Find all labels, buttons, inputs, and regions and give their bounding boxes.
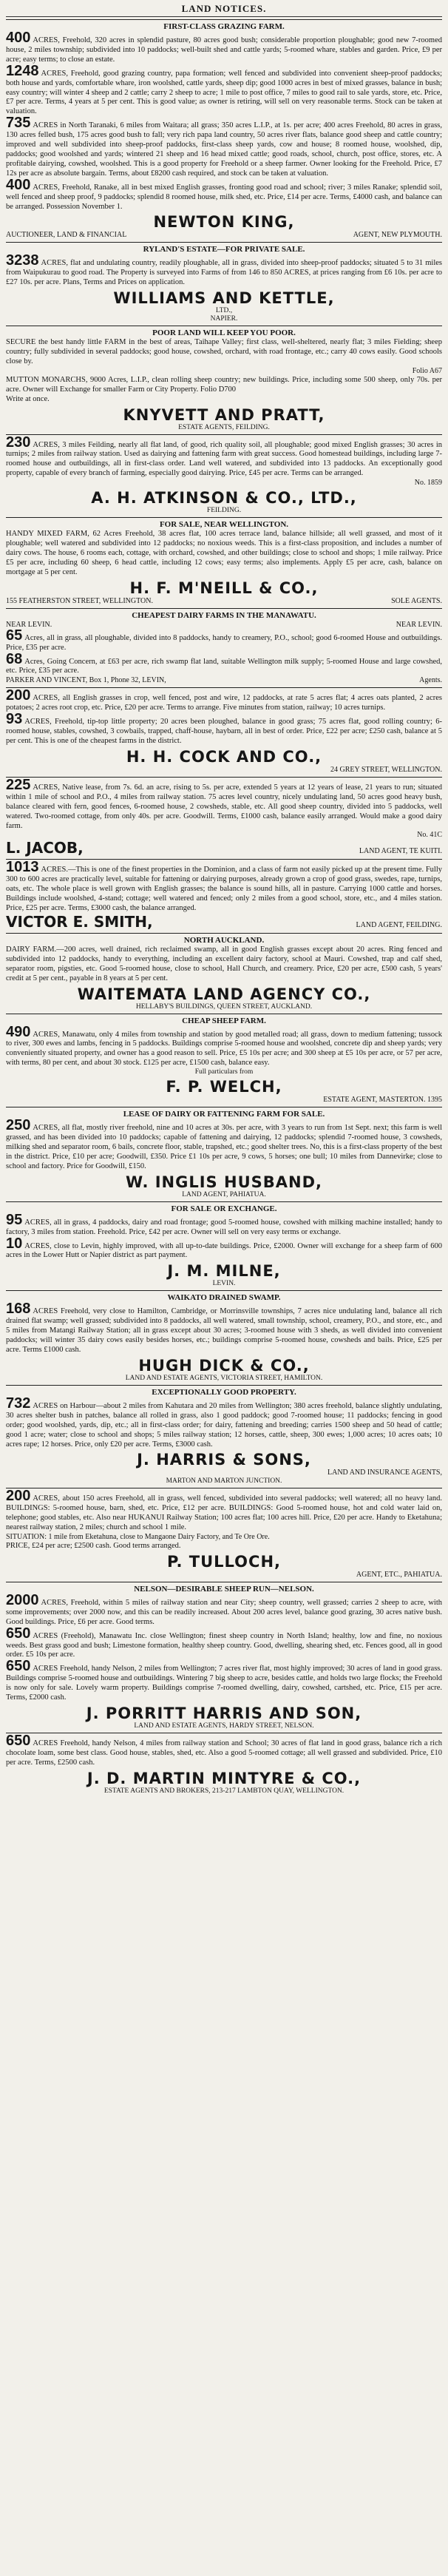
divider xyxy=(6,1290,442,1291)
row-right: LAND AGENT, FEILDING. xyxy=(356,920,442,929)
advertisement xyxy=(6,1201,442,1289)
row-left: 155 FEATHERSTON STREET, WELLINGTON. xyxy=(6,596,153,605)
agent-name: HUGH DICK & CO., xyxy=(138,1356,310,1375)
ad-text: ACRES, Freehold, 320 acres in splendid pasture, 80 acres good bush; considerable proportion ploughable; good new 7-roomed house, 2 miles township; subdivided into 10 paddocks; well-built shed and cattle yards; 5-roomed whare, stables and garden. Price, £9 per acre; easy terms; to close an estate. xyxy=(6,36,442,64)
acreage-number: 95 xyxy=(6,1211,23,1228)
ad-paragraph xyxy=(6,1542,442,1551)
ad-heading: WAIKATO DRAINED SWAMP. xyxy=(167,1293,281,1303)
row-right: ESTATE AGENT, MASTERTON. 1395 xyxy=(323,1096,442,1105)
agent-row xyxy=(6,231,442,240)
advertisement xyxy=(6,608,442,686)
row-right: Agents. xyxy=(419,676,442,685)
divider xyxy=(6,608,442,609)
agent-row xyxy=(6,621,442,630)
advertisement xyxy=(6,517,442,606)
ad-paragraph xyxy=(6,650,442,677)
ad-paragraph xyxy=(6,627,442,653)
acreage-number: 230 xyxy=(6,434,31,451)
ad-paragraph xyxy=(6,1235,442,1261)
folio-number: No. 41C xyxy=(417,831,442,840)
advertisement xyxy=(6,1107,442,1199)
acreage-number: 200 xyxy=(6,1488,31,1505)
ad-text: HANDY MIXED FARM, 62 Acres Freehold, 38 acres flat, 100 acres terrace land, balance hillside; all well grassed, and most of it ploughable; well watered and subdivided into 12 paddocks; no noxious weeds. This is a first-class proposition, and includes a number of dairy cows. The house, 6 rooms each, cottage, with orchard, cowshed, and other buildings; close to school and shops; 1 mile railway. Price £5 per acre, including 60 sheep, 6 head cattle, including 12 cows; easy terms; also implements. Apply £5 per acre, cash, balance on mortgage at 5 per cent. xyxy=(6,530,442,576)
agent-row xyxy=(6,1571,442,1579)
agent-subline: LAND AND ESTATE AGENTS, VICTORIA STREET, HAMILTON. xyxy=(125,1374,323,1382)
ad-text: PRICE, £24 per acre; £2500 cash. Good terms arranged. xyxy=(6,1542,181,1551)
ad-text: ACRES, all flat, mostly river freehold, nine and 10 acres at 30s. per acre, with 3 years to run from 1st Sept. next; this farm is well grassed, and has been divided into 10 paddocks; capable of fattening and dairying, 12 paddocks; splendid 7-roomed house, 3 cowsheds, milking shed and separator room, 6 bails, concrete floor, stable, trapshed, etc.; good shelter trees. No, this is a first-class property of the best in the district. Price, £10 per acre; Goodwill, £350. Price £1 10s per acre, 9 cows, 5 horses; one bull; 10 miles from Dannevirke; close to school and factory. Price for Goodwill, £150. xyxy=(6,1124,442,1170)
divider xyxy=(6,933,442,934)
row-right: SOLE AGENTS. xyxy=(391,596,442,605)
advertisements xyxy=(6,19,442,1796)
acreage-number: 10 xyxy=(6,1235,23,1252)
ad-text: DAIRY FARM.—200 acres, well drained, rich reclaimed swamp, all in good English grasses except about 20 acres. Ring fenced and subdivided into 12 paddocks, handy to everything, including an excellent dairy factory, school at Mauri. Cowshed, trap and calf shed, separator room, pigsties, etc. Good 5-roomed house, close to school, Hall Church, and creamery. Price, £20 per acre, £500 cash, 5 years' credit at 5 per cent., payable in 8 years at 5 per cent. xyxy=(6,945,442,982)
acreage-number: 400 xyxy=(6,176,31,193)
acreage-number: 3238 xyxy=(6,252,39,269)
row-left: AUCTIONEER, LAND & FINANCIAL xyxy=(6,231,127,240)
acreage-number: 225 xyxy=(6,776,31,793)
agent-name: P. TULLOCH, xyxy=(166,1552,282,1571)
acreage-number: 400 xyxy=(6,30,31,46)
agent-row xyxy=(6,840,442,857)
advertisement xyxy=(6,777,442,857)
ad-paragraph xyxy=(6,1660,442,1703)
advertisement xyxy=(6,1488,442,1579)
ad-text: ACRES, Manawatu, only 4 miles from township and station by good metalled road; all grass, down to medium fattening; tussock to river, 300 ewes and lambs, fencing in 5 paddocks. Buildings comprise 5-roomed house and woolshed, concrete dip and sheep yards; very conveniently situated property, and owner has a good reason to sell. Price, £5 10s per acre; and 300 sheep at £5 10s per acre, or 57 per acre, with terms, 80 per cent, and about 30 stock. £125 per acre, £1500 cash, balance easy. xyxy=(6,1030,442,1068)
divider xyxy=(6,19,442,20)
ad-heading: NORTH AUCKLAND. xyxy=(183,935,265,945)
ad-paragraph xyxy=(6,1397,442,1450)
agent-row xyxy=(6,766,442,775)
ad-paragraph xyxy=(6,713,442,746)
agent-name: J. HARRIS & SONS, xyxy=(137,1451,311,1469)
divider xyxy=(6,1385,442,1386)
advertisement xyxy=(6,19,442,240)
divider xyxy=(6,1201,442,1202)
agent-subline: HELLABY'S BUILDINGS, QUEEN STREET, AUCKLAND. xyxy=(135,1002,313,1011)
ad-text: ACRES.—This is one of the finest properties in the Dominion, and a class of farm not easily picked up at the present time. Fully 300 to 600 acres are practically level, suitable for fattening or dairying purposes, already grown a crop of good grass, swedes, rape, turnips, oats, etc. The whole place is well grown with English grasses; the balance is sound hills, all in pasture. Carrying 1000 cattle and horses. Buildings include woolshed, 4-stand; cottage; well watered and fenced; only 2 miles from a good school, store, etc., and 4 miles station. Price, £25 per acre. Terms, £3000 cash, the balance arranged. xyxy=(6,866,442,913)
divider xyxy=(6,777,442,778)
ad-paragraph xyxy=(6,176,442,212)
ad-text: ACRES, Freehold, tip-top little property; 20 acres been ploughed, balance in good grass; 75 acres flat, good rolling country; 6-roomed house, stables, cowshed, 3 cowbails, trapped, chaff-house, haybarn, all in best of order. Price, £22 per acre; £250 cash, balance at 5 per cent. This is one of the cheapest farms in the district. xyxy=(6,718,442,745)
ad-heading: CHEAPEST DAIRY FARMS IN THE MANAWATU. xyxy=(132,610,316,620)
ad-heading: FOR SALE OR EXCHANGE. xyxy=(171,1204,277,1213)
ad-paragraph xyxy=(6,1591,442,1628)
advertisement xyxy=(6,1733,442,1796)
row-right: LAND AGENT, TE KUITI. xyxy=(359,847,442,856)
agent-subline: ESTATE AGENTS AND BROKERS, 213-217 LAMBTON QUAY, WELLINGTON. xyxy=(103,1787,345,1795)
ad-paragraph xyxy=(6,945,442,984)
row-left: NEAR LEVIN. xyxy=(6,620,52,629)
ad-text: ACRES, close to Levin, highly improved, with all up-to-date buildings. Price, £2000. Owner will exchange for a sheep farm of 600 acres in the Lower Hutt or Napier district as part payment. xyxy=(6,1241,442,1260)
acreage-number: 650 xyxy=(6,1625,31,1642)
acreage-number: 168 xyxy=(6,1301,31,1318)
agent-name: F. P. WELCH, xyxy=(166,1078,282,1096)
ad-text: SECURE the best handy little FARM in the best of areas, Taihape Valley; first class, well-sheltered, nearly flat; 3 miles Fielding; sheep country; fully subdivided in several paddocks; good house, cowshed, orchard, with road frontage, etc.; carry 40 cows easily. Good schools close by. xyxy=(6,338,442,365)
acreage-number: 1013 xyxy=(6,859,39,876)
agent-name: WAITEMATA LAND AGENCY CO., xyxy=(77,985,371,1003)
acreage-number: 2000 xyxy=(6,1591,39,1608)
agent-name: J. M. MILNE, xyxy=(167,1262,281,1281)
ad-text: ACRES on Harbour—about 2 miles from Kahutara and 20 miles from Wellington; 380 acres freehold, balance slightly undulating, 30 acres shelter bush in patches, balance all rolled in grass, also 1 good paddock; good 7-roomed house; 11 paddocks; fencing in good order; good woolshed, yards, dip, etc.; all in first-class order; for dairy, fattening and breeding; carries 1500 sheep and 50 head of cattle; good 1 acre; water; close to school and shops; 5 miles railway station; 12 horses, cattle, sheep, 300 ewes; 1,000 acres; 10 acres oats; 10 acres rape; 12 horses. Price, only £20 per acre. Terms, £3000 cash. xyxy=(6,1401,442,1449)
ad-paragraph xyxy=(6,1119,442,1172)
ad-heading: FOR SALE, NEAR WELLINGTON. xyxy=(159,520,289,530)
ad-paragraph xyxy=(6,117,442,178)
ad-paragraph xyxy=(6,1490,442,1533)
acreage-number: 650 xyxy=(6,1658,31,1675)
ad-heading: POOR LAND WILL KEEP YOU POOR. xyxy=(152,328,296,338)
acreage-number: 65 xyxy=(6,627,23,644)
ad-text: ACRES, Freehold, good grazing country, papa formation; well fenced and subdivided into convenient sheep-proof paddocks; both house and yards, comfortable whare, iron woolshed, cattle yards, sheep dip; good 1000 acres in best of mixed grasses, balance in bush; easy country; will winter 4 sheep and 2 cattle; carry 2 sheep to acre; 1 mile to post office, 7 miles to good rail to sale yards, store, etc. Price, £7 per acre. Terms, 4 years at 5 per cent. This is good value; as owner is retiring, will sell on very reasonable terms. Stock can be taken at valuation. xyxy=(6,69,442,116)
ad-text: ACRES, all English grasses in crop, well fenced, post and wire, 12 paddocks, at rate 5 acres flat; 4 acres oats planted, 2 acres potatoes; 2 acres root crop, etc. Price, £20 per acre. Terms to arrange. Five minutes from station, railway; 10 acres turnips. xyxy=(6,694,442,712)
agent-subline: Full particulars from xyxy=(194,1068,254,1076)
row-right: AGENT, ETC., PAHIATUA. xyxy=(356,1570,442,1579)
ad-text: ACRES in North Taranaki, 6 miles from Waitara; all grass; 350 acres L.I.P., at 1s. per acre; 400 acres Freehold, 80 acres in grass, 130 acres felled bush, 175 acres good bush to fall; very rich papa land country, 50 acres river flats, balance good sheep and cattle country; improved and well subdivided into sheep-proof paddocks, first-class sheep yards, cow and house; 8 roomed house, woolshed, dip, paddocks; good woolshed and yards; wintered 21 sheep and 16 head mixed cattle; good roads, school, church, post office, stores, etc. A profitable dairying, cowshed, woolshed. This is a good property for Freehold or a sheep farmer. Owner looking for the Freehold. Price, £7 12s per acre as absolute bargain. Terms, about £8200 cash required, and stock can be taken at valuation. xyxy=(6,121,442,178)
ad-text: Acres, all in grass, all ploughable, divided into 8 paddocks, handy to creamery, P.O., school; good 6-roomed House and outbuildings. Price, £35 per acre. xyxy=(6,633,442,652)
agent-subline: ESTATE AGENTS, FEILDING. xyxy=(178,423,270,431)
agent-subline: LAND AGENT, PAHIATUA. xyxy=(182,1190,266,1198)
ad-text: ACRES (Freehold), Manawatu Inc. close Wellington; finest sheep country in North Island; healthy, low and fine, no noxious weeds. Best grass good and bush; Limestone formation, healthy sheep country. Good, dwelling, shearing shed, etc. Fences good, all in good order. £5 10s per acre. xyxy=(6,1631,442,1659)
ad-text: ACRES, Freehold, within 5 miles of railway station and near City; sheep country, well grassed; carries 2 sheep to acre, with some improvements; over 2000 now, and this can be readily increased. About 200 acres level, balance good grazing, 30 acres native bush. Good buildings. Price, £6 per acre. Good terms. xyxy=(6,1598,442,1626)
advertisement xyxy=(6,859,442,931)
agent-subline: LEVIN. xyxy=(212,1280,236,1288)
advertisement xyxy=(6,933,442,1011)
agent-subline: NAPIER. xyxy=(210,315,238,323)
agent-name: H. H. COCK AND CO., xyxy=(126,747,322,766)
row-left: VICTOR E. SMITH, xyxy=(6,912,153,931)
ad-text: Acres, Going Concern, at £63 per acre, rich swamp flat land, suitable Wellington milk supply; 5-roomed House and large cowshed, etc. Price, £35 per acre. xyxy=(6,657,442,675)
agent-row xyxy=(6,914,442,931)
ad-text: ACRES, about 150 acres Freehold, all in grass, well fenced, subdivided into several paddocks; well watered; all no heavy land. BUILDINGS: 5-roomed house, barn, shed, etc. Price, £12 per acre. BUILDINGS: Good 5-roomed house, hot and cold water laid on, telephone; good stables, etc. Also near HUKANUI Railway Station; 100 acres flat; 100 acres hill. Price, £20 per acre. Handy to Eketahuna; nearest railway station, 2 miles; church and school 1 mile. xyxy=(6,1494,442,1532)
ad-paragraph xyxy=(6,861,442,914)
ad-heading: NELSON—DESIRABLE SHEEP RUN—NELSON. xyxy=(134,1584,314,1594)
divider xyxy=(6,859,442,860)
ad-paragraph xyxy=(6,338,442,367)
ad-heading: LEASE OF DAIRY OR FATTENING FARM FOR SALE. xyxy=(123,1110,325,1119)
folio-number: Folio A67 xyxy=(412,366,442,375)
acreage-number: 200 xyxy=(6,687,31,704)
acreage-number: 650 xyxy=(6,1733,31,1749)
advertisement xyxy=(6,1014,442,1105)
row-left: L. JACOB, xyxy=(6,839,84,857)
row-left: SITUATION: 1 mile from Eketahuna, close to Mangaone Dairy Factory, and Te Ore Ore. xyxy=(6,1533,270,1542)
acreage-number: 1248 xyxy=(6,62,39,79)
ad-paragraph xyxy=(6,689,442,713)
ad-heading: CHEAP SHEEP FARM. xyxy=(182,1016,266,1025)
row-right: AGENT, NEW PLYMOUTH. xyxy=(353,231,442,240)
ad-paragraph xyxy=(6,32,442,65)
advertisement xyxy=(6,326,442,431)
row-right: LAND AND INSURANCE AGENTS, xyxy=(327,1469,442,1477)
advertisement xyxy=(6,1385,442,1486)
ad-paragraph xyxy=(6,254,442,288)
agent-subline: LAND AND ESTATE AGENTS, HARDY STREET, NELSON. xyxy=(134,1722,314,1730)
agent-subline: LTD., xyxy=(215,307,233,315)
advertisement xyxy=(6,434,442,516)
acreage-number: 490 xyxy=(6,1023,31,1040)
acreage-number: 735 xyxy=(6,115,31,132)
ad-text: ACRES Freehold, very close to Hamilton, Cambridge, or Morrinsville townships, 7 acres nice undulating land, balance all rich drained flat swamp; well grassed; subdivided into 8 paddocks, all well watered, small township, school, creamery, P.O., and store, etc., and 5 miles from Matangi Railway Station; all in grass except about 30 acres; 3-roomed house with 3 sheds, as well divided into convenient paddocks; will winter 35 dairy cows easily besides horses, etc.; buildings comprise 5-roomed house, cowsheds and bails. Price, £25 per acre. Terms £1000 cash. xyxy=(6,1307,442,1354)
agent-subline: FEILDING. xyxy=(206,507,242,515)
divider xyxy=(6,687,442,688)
agent-row xyxy=(6,676,442,685)
acreage-number: 68 xyxy=(6,650,23,667)
ad-text: ACRES Freehold, handy Nelson, 4 miles from railway station and School; 30 acres of flat land in good grass, balance rich a rich chocolate loam, some best class. Good house, stables, shed, etc. Also a good 5-roomed cottage; all well grassed and subdivided. Price, £10 per acre. Terms, £2500 cash. xyxy=(6,1739,442,1767)
agent-name: J. PORRITT HARRIS AND SON, xyxy=(86,1705,362,1722)
ad-paragraph xyxy=(6,376,442,395)
row-right: NEAR LEVIN. xyxy=(396,620,442,629)
agent-name: A. H. ATKINSON & CO., LTD., xyxy=(91,489,357,508)
agent-row xyxy=(6,1469,442,1477)
acreage-number: 93 xyxy=(6,711,23,728)
agent-row xyxy=(6,1533,442,1542)
folio-number: No. 1859 xyxy=(414,479,442,488)
advertisement xyxy=(6,687,442,775)
ad-paragraph xyxy=(6,530,442,578)
ad-heading: FIRST-CLASS GRAZING FARM. xyxy=(163,22,285,31)
ad-paragraph xyxy=(6,1625,442,1661)
agent-subline: MARTON AND MARTON JUNCTION. xyxy=(166,1477,282,1486)
ad-paragraph xyxy=(6,395,442,405)
ad-text: Write at once. xyxy=(6,394,50,403)
ad-heading: RYLAND'S ESTATE—FOR PRIVATE SALE. xyxy=(143,245,305,254)
ad-heading: EXCEPTIONALLY GOOD PROPERTY. xyxy=(152,1387,296,1397)
agent-name: H. F. M'NEILL & CO., xyxy=(129,579,319,597)
agent-name: NEWTON KING, xyxy=(153,213,295,232)
agent-name: WILLIAMS AND KETTLE, xyxy=(113,289,335,308)
ad-paragraph xyxy=(6,1211,442,1238)
agent-name: W. INGLIS HUSBAND, xyxy=(126,1173,322,1191)
agent-row xyxy=(6,1096,442,1105)
advertisement xyxy=(6,1582,442,1730)
ad-paragraph xyxy=(6,1735,442,1768)
advertisement xyxy=(6,242,442,323)
ad-paragraph xyxy=(6,436,442,479)
divider xyxy=(6,517,442,518)
ad-paragraph xyxy=(6,62,442,118)
acreage-number: 250 xyxy=(6,1117,31,1134)
row-left: PARKER AND VINCENT, Box 1, Phone 32, LEVIN, xyxy=(6,676,166,685)
advertisement xyxy=(6,1290,442,1383)
agent-name: KNYVETT AND PRATT, xyxy=(123,405,325,424)
ad-paragraph xyxy=(6,1023,442,1069)
ad-text: ACRES, flat and undulating country, readily ploughable, all in grass, divided into sheep-proof paddocks; situated 5 to 31 miles from Waipukurau to good road. The Property is surveyed into Farms of from 146 to 850 ACRES, at prices ranging from £6 10s. per acre to £27 10s. per acre. Plans, Terms and Prices on application. xyxy=(6,259,442,287)
agent-row xyxy=(6,597,442,606)
divider xyxy=(6,434,442,435)
ad-text: ACRES Freehold, handy Nelson, 2 miles from Wellington; 7 acres river flat, most highly improved; 30 acres of land in good grass. Buildings comprise 5-roomed house and outbuildings. Wintering 7 big sheep to acre, besides cattle, and holds two large flocks; the Freehold is now only for sale. Lovely warm property. Buildings comprise 7-roomed dwelling, dairy, cowshed, cartshed, etc. Price, £15 per acre. Terms, £2000 cash. xyxy=(6,1665,442,1702)
ad-paragraph xyxy=(6,1303,442,1355)
ad-text: ACRES, 3 miles Feilding, nearly all flat land, of good, rich quality soil, all ploughable; good mixed English grasses; 30 acres in turnips; 2 miles from railway station. Used as dairying and fattening farm with great success. Good homestead buildings, including large 7-roomed house and outbuildings, all in first-class order. Land well watered, and subdivided into 13 paddocks. An exceptionally good property, capable of every branch of farming, especially good dairying. Price, £45 per acre. Terms can be arranged. xyxy=(6,440,442,478)
ad-paragraph xyxy=(6,776,442,832)
ad-text: ACRES, Freehold, Ranake, all in best mixed English grasses, fronting good road and school; river; 3 miles Ranake; splendid soil, well fenced and sheep proof, 9 paddocks; splendid 8 roomed house, milk shed, etc. Price, £14 per acre. Terms, £4000 cash, and balance can be arranged. Possession November 1. xyxy=(6,183,442,211)
ad-text: MUTTON MONARCHS, 9000 Acres, L.I.P., clean rolling sheep country; new buildings. Price, including some 500 sheep, only 70s. per acre. Owner will Exchange for smaller Farm or City Property. Folio D700 xyxy=(6,375,442,394)
divider xyxy=(6,242,442,243)
masthead: LAND NOTICES. xyxy=(6,3,442,17)
ad-text: ACRES, Native lease, from 7s. 6d. an acre, rising to 5s. per acre, extended 5 years at 12 years of lease, 21 years to run; situated within 1 mile of school and P.O., 4 miles from railway station. 75 acres level country, nicely undulating land, 50 acres good heavy bush, balance cleared with fern, good fences, 6-roomed house, 2 cowsheds, stable, etc. All good sheep country, divided into 5 paddocks, well watered. Two-roomed cottage, from only 40s. per acre. Goodwill. Terms, £1000 cash, balance easily arranged. Would make a good dairy farm. xyxy=(6,783,442,830)
ad-text: ACRES, all in grass, 4 paddocks, dairy and road frontage; good 5-roomed house, cowshed with milking machine installed; handy to factory, 3 miles from station. Freehold. Price, £42 per acre. Owner will sell on very easy terms or exchange. xyxy=(6,1218,442,1236)
acreage-number: 732 xyxy=(6,1395,31,1412)
row-right: 24 GREY STREET, WELLINGTON. xyxy=(330,765,442,774)
agent-name: J. D. MARTIN MINTYRE & CO., xyxy=(86,1769,362,1787)
